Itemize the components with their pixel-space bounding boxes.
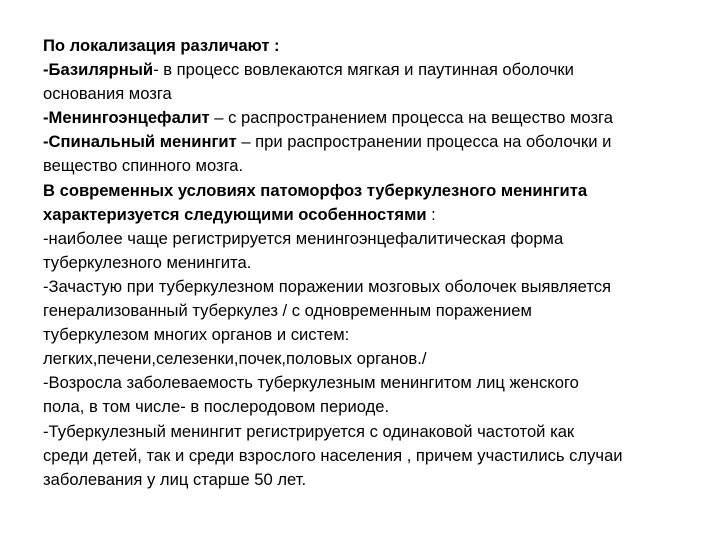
feature-1-line-1: -наиболее чаще регистрируется менингоэнцефалитическая форма xyxy=(43,228,564,248)
feature-1-line-2: туберкулезного менингита. xyxy=(43,252,252,272)
item-meningoencephalitis xyxy=(43,106,693,130)
term-basilar: -Базилярный xyxy=(43,60,154,80)
feature-4-line-1: -Туберкулезный менингит регистрируется с одинаковой частотой как xyxy=(43,421,575,441)
term-meningoencephalitis: -Менингоэнцефалит xyxy=(43,108,210,128)
desc-spinal: – при распространении процесса на оболочки и xyxy=(236,132,612,152)
feature-2-line-3: туберкулезом многих органов и систем: xyxy=(43,325,350,345)
item-spinal xyxy=(43,130,693,154)
feature-3-line-1: -Возросла заболеваемость туберкулезным менингитом лиц женского xyxy=(43,373,579,393)
modern-heading-line1: В современных условиях патоморфоз туберкулезного менингита xyxy=(43,180,588,200)
feature-2-line-2: генерализованный туберкулез / с одновременным поражением xyxy=(43,301,532,321)
modern-heading-line2: характеризуется следующими особенностями : xyxy=(43,204,436,224)
item-basilar-cont: основания мозга xyxy=(43,84,172,104)
term-spinal: -Спинальный менингит xyxy=(43,132,237,152)
desc-basilar: - в процесс вовлекаются мягкая и паутинная оболочки xyxy=(153,60,574,80)
feature-3-line-2: пола, в том числе- в послеродовом периоде. xyxy=(43,397,390,417)
feature-2-line-4: легких,печени,селезенки,почек,половых органов./ xyxy=(43,349,427,369)
feature-2-line-1: -Зачастую при туберкулезном поражении мозговых оболочек выявляется xyxy=(43,276,612,296)
feature-4-line-2: среди детей, так и среди взрослого населения , причем участились случаи xyxy=(43,445,623,465)
slide-text xyxy=(43,34,693,492)
desc-meningoencephalitis: – с распространением процесса на вещество мозга xyxy=(209,108,613,128)
localization-heading: По локализация различают : xyxy=(43,36,280,55)
item-spinal-cont: вещество спинного мозга. xyxy=(43,156,244,176)
item-basilar xyxy=(43,58,693,82)
feature-4-line-3: заболевания у лиц старше 50 лет. xyxy=(43,469,307,489)
